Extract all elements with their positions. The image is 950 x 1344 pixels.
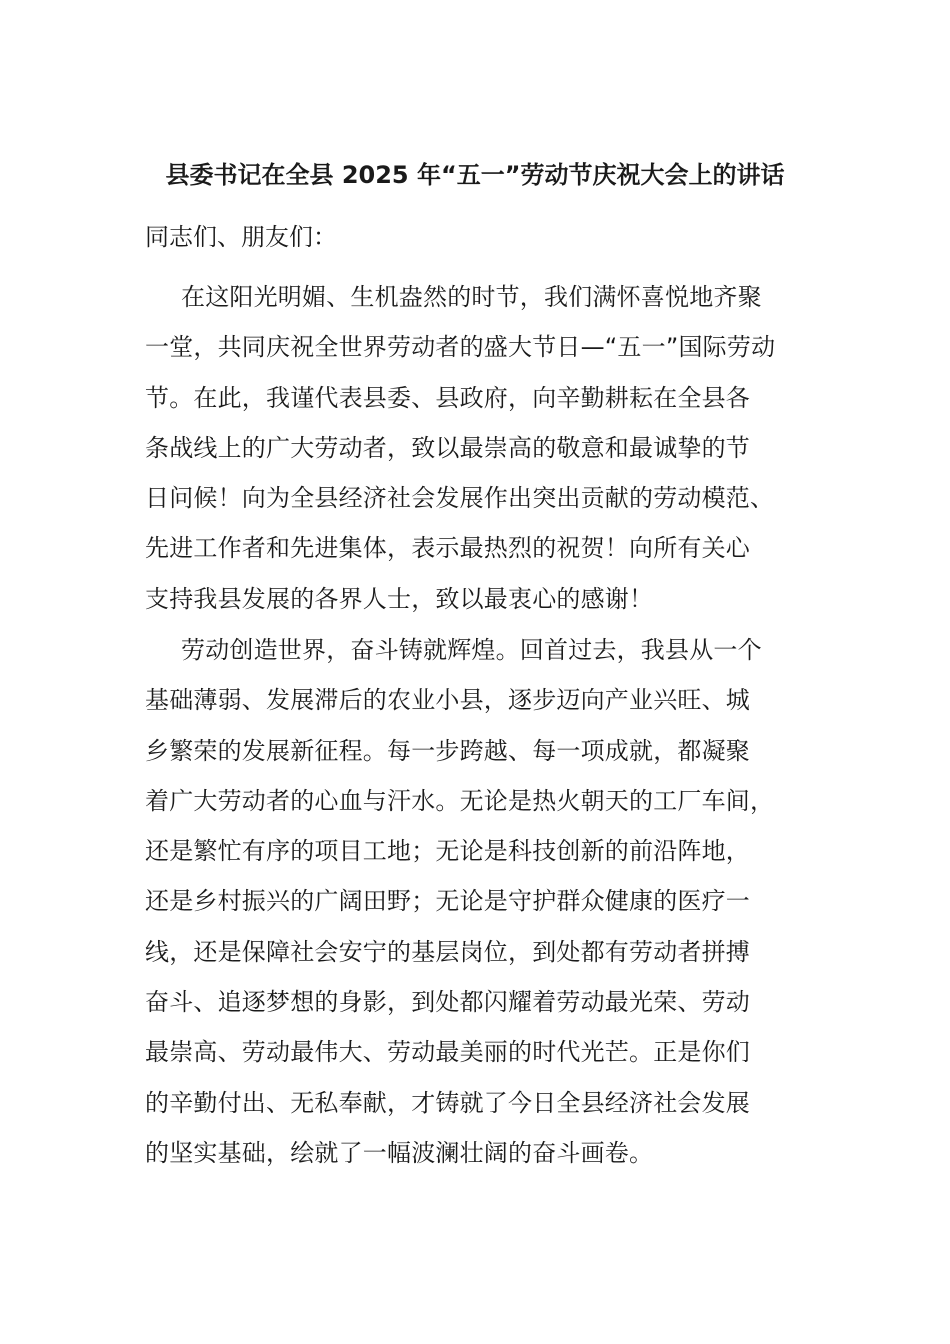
paragraph-line: 先进工作者和先进集体，表示最热烈的祝贺！向所有关心: [145, 534, 750, 563]
greeting: 同志们、朋友们：: [145, 223, 337, 251]
paragraph-line: 奋斗、追逐梦想的身影，到处都闪耀着劳动最光荣、劳动: [145, 988, 750, 1017]
document-title: 县委书记在全县 2025 年“五一”劳动节庆祝大会上的讲话: [165, 161, 785, 189]
paragraph-line: 条战线上的广大劳动者，致以最崇高的敬意和最诚挚的节: [145, 433, 750, 462]
paragraph-line: 节。在此，我谨代表县委、县政府，向辛勤耕耘在全县各: [145, 383, 750, 412]
paragraph-line: 基础薄弱、发展滞后的农业小县，逐步迈向产业兴旺、城: [145, 686, 750, 715]
paragraph-line: 最崇高、劳动最伟大、劳动最美丽的时代光芒。正是你们: [145, 1038, 750, 1067]
paragraph: [145, 625, 810, 1178]
paragraph-line: 的辛勤付出、无私奉献，才铸就了今日全县经济社会发展: [145, 1088, 750, 1117]
paragraph-line: 支持我县发展的各界人士，致以最衷心的感谢！: [145, 584, 654, 613]
paragraph: [145, 272, 810, 624]
paragraph-line: 线，还是保障社会安宁的基层岗位，到处都有劳动者拼搏: [145, 937, 750, 966]
paragraph-line: 乡繁荣的发展新征程。每一步跨越、每一项成就，都凝聚: [145, 736, 750, 765]
paragraph-line: 还是乡村振兴的广阔田野；无论是守护群众健康的医疗一: [145, 887, 750, 916]
paragraph-line: 劳动创造世界，奋斗铸就辉煌。回首过去，我县从一个: [181, 636, 762, 664]
paragraph-line: 一堂，共同庆祝全世界劳动者的盛大节日—“五一”国际劳动: [145, 333, 776, 362]
paragraph-line: 的坚实基础，绘就了一幅波澜壮阔的奋斗画卷。: [145, 1138, 654, 1167]
paragraph-line: 在这阳光明媚、生机盎然的时节，我们满怀喜悦地齐聚: [181, 283, 762, 311]
paragraph-line: 日问候！向为全县经济社会发展作出突出贡献的劳动模范、: [145, 484, 775, 513]
paragraph-line: 还是繁忙有序的项目工地；无论是科技创新的前沿阵地，: [145, 837, 750, 866]
paragraph-line: 着广大劳动者的心血与汗水。无论是热火朝天的工厂车间，: [145, 786, 775, 815]
